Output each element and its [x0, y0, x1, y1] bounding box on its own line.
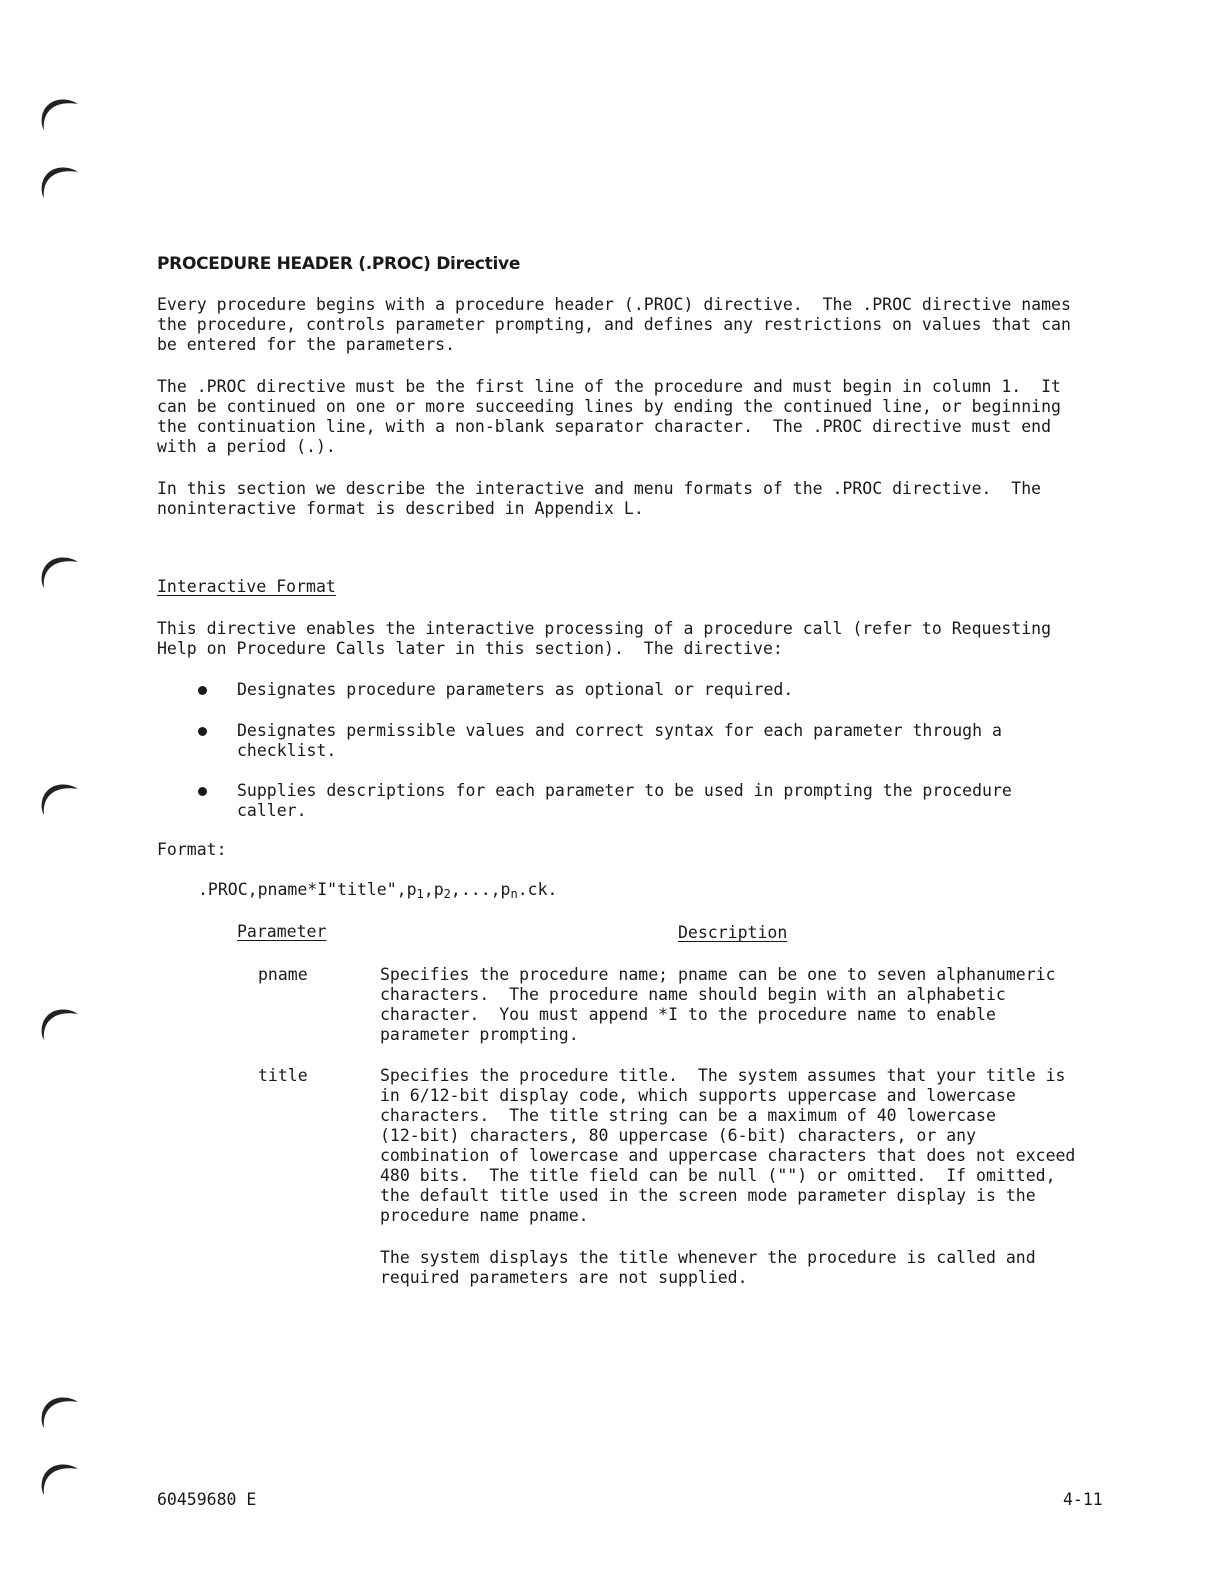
syntax-subscript: n — [510, 887, 518, 901]
parameter-column-header: Parameter — [237, 922, 327, 941]
bullet-icon — [198, 787, 207, 796]
text-line: character. You must append *I to the procedure name to enable — [380, 1005, 996, 1024]
text-line: the default title used in the screen mode parameter display is the — [380, 1186, 1036, 1205]
text-line: the continuation line, with a non-blank separator character. The .PROC directive must end — [157, 417, 1052, 436]
param-name-pname: pname — [258, 965, 308, 984]
text-line: in 6/12-bit display code, which supports uppercase and lowercase — [380, 1086, 1016, 1105]
text-line: The system displays the title whenever the procedure is called and — [380, 1248, 1036, 1267]
punch-hole-mark — [36, 158, 82, 204]
section-heading: PROCEDURE HEADER (.PROC) Directive — [157, 254, 521, 274]
text-line: Designates permissible values and correct syntax for each parameter through a — [237, 721, 1002, 740]
bullet-item — [237, 680, 793, 700]
text-line: required parameters are not supplied. — [380, 1268, 748, 1287]
punch-hole-mark — [36, 1388, 82, 1434]
bullet-icon — [198, 727, 207, 736]
bullet-icon — [198, 686, 207, 695]
text-line: 480 bits. The title field can be null ("") or omitted. If omitted, — [380, 1166, 1056, 1185]
text-line: be entered for the parameters. — [157, 335, 456, 354]
param-desc-title-note — [380, 1248, 1036, 1288]
syntax-part: .ck. — [517, 880, 558, 899]
text-line: Every procedure begins with a procedure header (.PROC) directive. The .PROC directive names — [157, 295, 1071, 314]
description-column-header: Description — [678, 923, 788, 942]
bullet-item — [237, 781, 1012, 821]
punch-hole-mark — [36, 548, 82, 594]
bullet-item — [237, 721, 1002, 761]
text-line: Supplies descriptions for each parameter to be used in prompting the procedure — [237, 781, 1012, 800]
text-line: procedure name pname. — [380, 1206, 589, 1225]
punch-hole-mark — [36, 1000, 82, 1046]
text-line: Designates procedure parameters as optional or required. — [237, 680, 794, 699]
param-desc-title — [380, 1066, 1075, 1226]
text-line: caller. — [237, 801, 307, 820]
text-line: In this section we describe the interactive and menu formats of the .PROC directive. The — [157, 479, 1042, 498]
text-line: Specifies the procedure title. The system assumes that your title is — [380, 1066, 1066, 1085]
text-line: characters. The procedure name should begin with an alphabetic — [380, 985, 1006, 1004]
text-line: combination of lowercase and uppercase characters that does not exceed — [380, 1146, 1076, 1165]
param-desc-pname — [380, 965, 1056, 1045]
interactive-intro — [157, 619, 1051, 659]
text-line: noninteractive format is described in Appendix L. — [157, 499, 644, 518]
intro-paragraph-1 — [157, 295, 1071, 355]
text-line: This directive enables the interactive processing of a procedure call (refer to Requesting — [157, 619, 1052, 638]
text-line: the procedure, controls parameter prompting, and defines any restrictions on values that can — [157, 315, 1071, 334]
text-line: (12-bit) characters, 80 uppercase (6-bit) characters, or any — [380, 1126, 977, 1145]
text-line: with a period (.). — [157, 437, 336, 456]
text-line: characters. The title string can be a maximum of 40 lowercase — [380, 1106, 996, 1125]
format-label: Format: — [157, 840, 227, 859]
text-line: can be continued on one or more succeeding lines by ending the continued line, or beginning — [157, 397, 1061, 416]
interactive-format-subheading: Interactive Format — [157, 577, 336, 596]
param-name-title: title — [258, 1066, 308, 1085]
syntax-part: ,...,p — [450, 880, 511, 899]
syntax-subscript: 2 — [443, 887, 451, 901]
intro-paragraph-3 — [157, 479, 1041, 519]
punch-hole-mark — [36, 1455, 82, 1501]
syntax-subscript: 1 — [416, 887, 424, 901]
syntax-part: .PROC,pname*I"title",p — [198, 880, 417, 899]
text-line: parameter prompting. — [380, 1025, 579, 1044]
syntax-part: ,p — [423, 880, 444, 899]
text-line: Specifies the procedure name; pname can be one to seven alphanumeric — [380, 965, 1056, 984]
text-line: Help on Procedure Calls later in this section). The directive: — [157, 639, 783, 658]
text-line: checklist. — [237, 741, 337, 760]
punch-hole-mark — [36, 90, 82, 136]
document-number: 60459680 E — [157, 1490, 257, 1509]
punch-hole-mark — [36, 775, 82, 821]
text-line: The .PROC directive must be the first line of the procedure and must begin in column 1. It — [157, 377, 1061, 396]
page-number: 4-11 — [1063, 1490, 1103, 1509]
intro-paragraph-2 — [157, 377, 1061, 457]
format-syntax — [198, 880, 557, 904]
